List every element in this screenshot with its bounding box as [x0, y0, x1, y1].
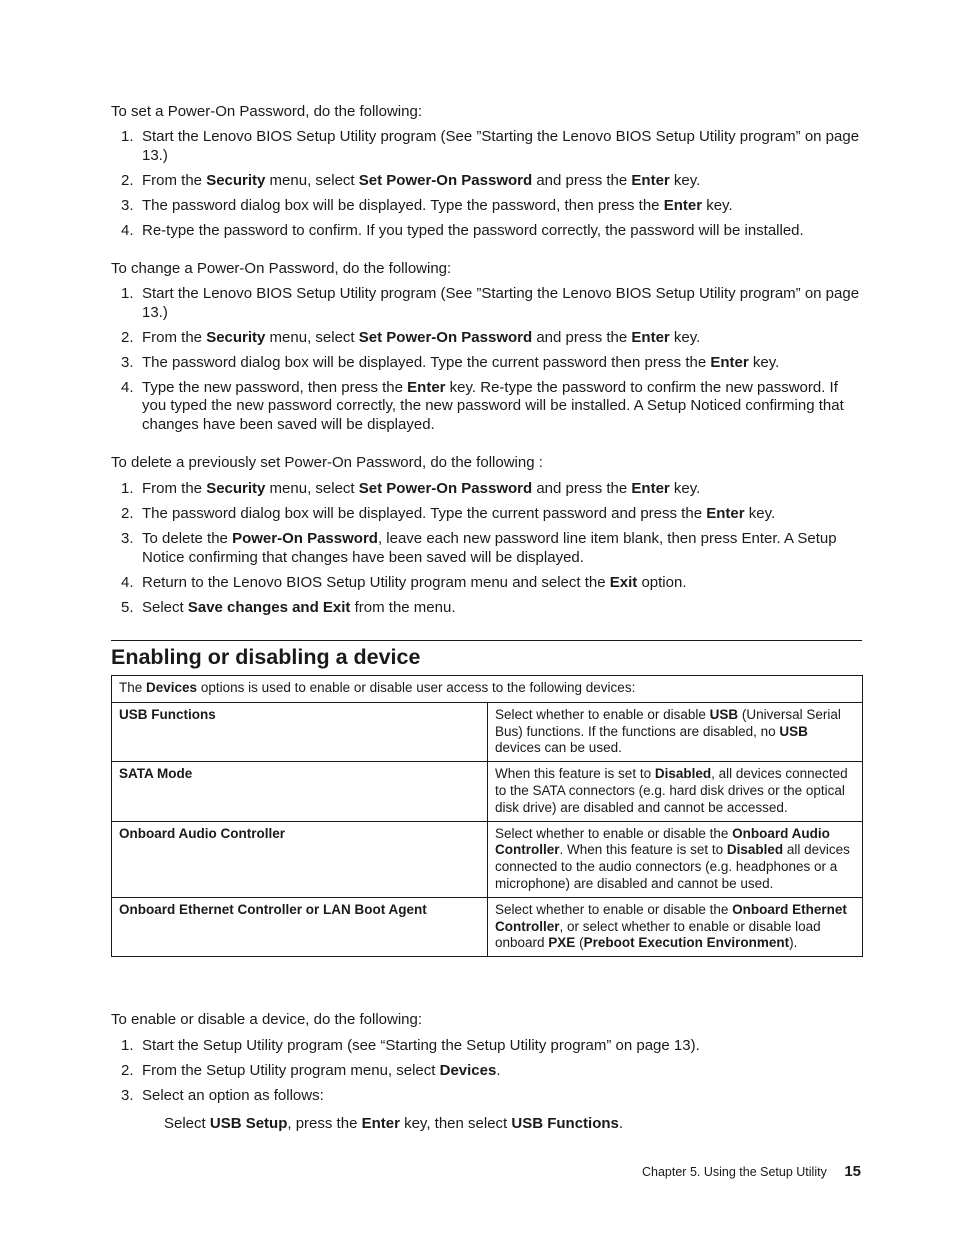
- bold-term: Set Power-On Password: [358, 171, 533, 189]
- text-run: Select: [164, 1115, 210, 1132]
- device-name-cell: SATA Mode: [112, 762, 488, 821]
- bold-term: Enter: [631, 171, 670, 189]
- step-text: [142, 128, 859, 164]
- text-run: and press the: [532, 480, 632, 497]
- text-run: Select whether to enable or disable the: [495, 825, 733, 841]
- bold-term: PXE: [548, 935, 576, 951]
- list-item: [111, 530, 862, 567]
- text-run: , or select whether to enable or disable load onboard: [495, 918, 821, 951]
- bold-term: Disabled: [654, 766, 712, 782]
- text-run: Start the Setup Utility program (see “Starting the Setup Utility program” on page 13).: [142, 1037, 700, 1054]
- bold-term: Set Power-On Password: [358, 328, 533, 346]
- page-number: 15: [844, 1163, 861, 1180]
- bold-term: Security: [206, 328, 266, 346]
- table-header-row: [112, 676, 863, 703]
- table-row: [112, 762, 863, 821]
- text-run: key.: [669, 480, 701, 497]
- step-text: [142, 172, 700, 189]
- bold-term: Enter: [663, 196, 703, 214]
- list-item: [111, 172, 862, 191]
- bold-term: Disabled: [726, 842, 784, 858]
- step-number: 3.: [121, 353, 134, 371]
- step-text: [142, 574, 687, 591]
- bold-term: Enter: [361, 1115, 400, 1132]
- text-run: From the Setup Utility program menu, select: [142, 1062, 440, 1079]
- text-run: From the: [142, 171, 207, 189]
- text-run: Return to the Lenovo BIOS Setup Utility program menu and select the: [142, 573, 610, 591]
- list-item: [111, 285, 862, 322]
- step-text: [142, 379, 844, 433]
- device-name-cell: Onboard Audio Controller: [112, 821, 488, 897]
- step-number: 1.: [121, 128, 134, 145]
- bold-term: USB: [709, 706, 739, 722]
- text-run: Start the Lenovo BIOS Setup Utility program (See ”Starting the Lenovo BIOS Setup Utility program” on page 13.): [142, 285, 860, 321]
- delete-password-steps: [111, 480, 862, 624]
- table-caption-cell: [112, 676, 863, 703]
- text-run: From the: [142, 480, 207, 497]
- bold-term: Save changes and Exit: [187, 598, 351, 616]
- step-number: 5.: [121, 598, 134, 616]
- bold-term: Enter: [710, 353, 749, 371]
- text-run: Re-type the password to confirm. If you typed the password correctly, the password will be installed.: [142, 221, 804, 239]
- bold-term: Set Power-On Password: [358, 480, 533, 497]
- bold-term: USB: [779, 723, 808, 739]
- text-run: and press the: [532, 328, 632, 346]
- text-run: .: [496, 1062, 501, 1079]
- device-description-cell: [488, 702, 863, 761]
- usb-setup-instruction: [164, 1114, 623, 1133]
- text-run: The password dialog box will be displayed. Type the password, then press the: [142, 196, 664, 214]
- list-item: [111, 1037, 862, 1056]
- bold-term: Enter: [631, 328, 670, 346]
- table-row: [112, 702, 863, 761]
- text-run: key.: [748, 353, 780, 371]
- text-run: (Universal Serial Bus) functions. If the functions are disabled, no: [495, 706, 841, 739]
- text-run: To delete the: [142, 530, 233, 547]
- text-run: key. Re-type the password to confirm the new password. If you typed the new password correctly, the new password will be installed. A Setup Noticed confirming that changes have been saved will be displayed.: [142, 378, 844, 433]
- text-run: .: [618, 1115, 624, 1132]
- step-text: [142, 1087, 324, 1104]
- step-number: 2.: [121, 505, 134, 522]
- section-heading: Enabling or disabling a device: [111, 645, 421, 669]
- bold-term: Onboard Audio Controller: [495, 825, 830, 858]
- text-run: key.: [744, 505, 776, 522]
- text-run: When this feature is set to: [495, 766, 655, 782]
- text-run: and press the: [532, 171, 632, 189]
- text-run: key, then select: [399, 1115, 512, 1132]
- step-text: [142, 197, 733, 214]
- set-password-intro: To set a Power-On Password, do the following:: [111, 103, 422, 120]
- list-item: [111, 574, 862, 593]
- text-run: Select whether to enable or disable the: [495, 901, 733, 917]
- text-run: , all devices connected to the SATA connectors (e.g. hard disk drives or the optical disk drive) are disabled and cannot be accessed.: [495, 766, 848, 815]
- list-item: [111, 1062, 862, 1081]
- text-run: options is used to enable or disable user access to the following devices:: [197, 680, 636, 695]
- device-name-cell: USB Functions: [112, 702, 488, 761]
- bold-term: Devices: [146, 680, 198, 695]
- footer-chapter: Chapter 5. Using the Setup Utility: [642, 1165, 827, 1179]
- step-number: 2.: [121, 171, 134, 189]
- list-item: [111, 505, 862, 524]
- text-run: , press the: [287, 1115, 362, 1132]
- step-number: 4.: [121, 221, 134, 239]
- step-text: [142, 530, 837, 566]
- text-run: Select an option as follows:: [142, 1087, 324, 1104]
- text-run: from the menu.: [350, 598, 456, 616]
- bold-term: Onboard Ethernet Controller: [495, 901, 847, 934]
- bold-term: Enter: [407, 378, 446, 396]
- device-name-cell: Onboard Ethernet Controller or LAN Boot Agent: [112, 897, 488, 956]
- device-description-cell: [488, 821, 863, 897]
- change-password-steps: [111, 285, 862, 441]
- device-description-cell: [488, 897, 863, 956]
- page-footer: [642, 1163, 861, 1180]
- list-item: [111, 128, 862, 165]
- bold-term: Exit: [609, 573, 638, 591]
- step-number: 2.: [121, 1062, 134, 1079]
- change-password-intro: To change a Power-On Password, do the following:: [111, 260, 452, 277]
- text-run: From the: [142, 328, 207, 346]
- step-number: 1.: [121, 285, 134, 302]
- step-number: 1.: [121, 1037, 134, 1054]
- text-run: Type the new password, then press the: [142, 378, 408, 396]
- text-run: (: [575, 935, 584, 951]
- text-run: The password dialog box will be displayed. Type the current password and press the: [142, 505, 707, 522]
- list-item: [111, 354, 862, 373]
- text-run: menu, select: [265, 171, 359, 189]
- text-run: all devices connected to the audio connectors (e.g. headphones or a microphone) are disabled and cannot be used.: [495, 842, 850, 891]
- list-item: [111, 222, 862, 241]
- section-divider: [111, 640, 862, 641]
- step-number: 2.: [121, 328, 134, 346]
- bold-term: Enter: [631, 480, 670, 497]
- bold-term: USB Setup: [209, 1115, 288, 1132]
- step-text: [142, 1037, 700, 1054]
- list-item: [111, 329, 862, 348]
- text-run: , leave each new password line item blank, then press Enter. A Setup Notice confirming that changes have been saved will be displayed.: [142, 530, 837, 566]
- delete-password-intro: To delete a previously set Power-On Password, do the following :: [111, 454, 543, 471]
- list-item: [111, 480, 862, 499]
- step-text: [142, 599, 455, 616]
- list-item: [111, 1087, 862, 1106]
- table-row: [112, 897, 863, 956]
- text-run: key.: [702, 196, 733, 214]
- enable-device-steps: [111, 1037, 862, 1112]
- bold-term: USB Functions: [511, 1115, 619, 1132]
- step-text: [142, 285, 859, 321]
- step-number: 4.: [121, 573, 134, 591]
- step-text: [142, 1062, 501, 1079]
- text-run: menu, select: [265, 480, 359, 497]
- bold-term: Enter: [706, 505, 745, 522]
- text-run: key.: [669, 171, 701, 189]
- text-run: The password dialog box will be displayed. Type the current password then press the: [142, 353, 711, 371]
- step-text: [142, 354, 779, 371]
- device-description-cell: [488, 762, 863, 821]
- step-number: 1.: [121, 480, 134, 497]
- text-run: Select whether to enable or disable: [495, 706, 710, 722]
- bold-term: Security: [206, 171, 266, 189]
- list-item: [111, 197, 862, 216]
- step-number: 3.: [121, 530, 134, 547]
- list-item: [111, 379, 862, 435]
- step-text: [142, 480, 700, 497]
- step-number: 3.: [121, 1087, 134, 1104]
- set-password-steps: [111, 128, 862, 247]
- text-run: . When this feature is set to: [559, 842, 727, 858]
- text-run: option.: [637, 573, 687, 591]
- step-number: 3.: [121, 196, 134, 214]
- enable-device-intro: To enable or disable a device, do the following:: [111, 1011, 423, 1028]
- step-text: [142, 222, 804, 239]
- text-run: The: [119, 680, 147, 695]
- devices-table: [111, 675, 863, 957]
- text-run: ).: [789, 935, 798, 951]
- text-run: key.: [669, 328, 701, 346]
- bold-term: Security: [206, 480, 266, 497]
- list-item: [111, 599, 862, 618]
- step-text: [142, 329, 700, 346]
- step-number: 4.: [121, 378, 134, 396]
- text-run: Select: [142, 598, 188, 616]
- text-run: Start the Lenovo BIOS Setup Utility program (See ”Starting the Lenovo BIOS Setup Utility program” on page 13.): [142, 128, 860, 164]
- text-run: menu, select: [265, 328, 359, 346]
- bold-term: Devices: [439, 1062, 497, 1079]
- bold-term: Power-On Password: [232, 530, 378, 547]
- text-run: devices can be used.: [495, 740, 622, 756]
- table-row: [112, 821, 863, 897]
- bold-term: Preboot Execution Environment: [583, 935, 790, 951]
- step-text: [142, 505, 775, 522]
